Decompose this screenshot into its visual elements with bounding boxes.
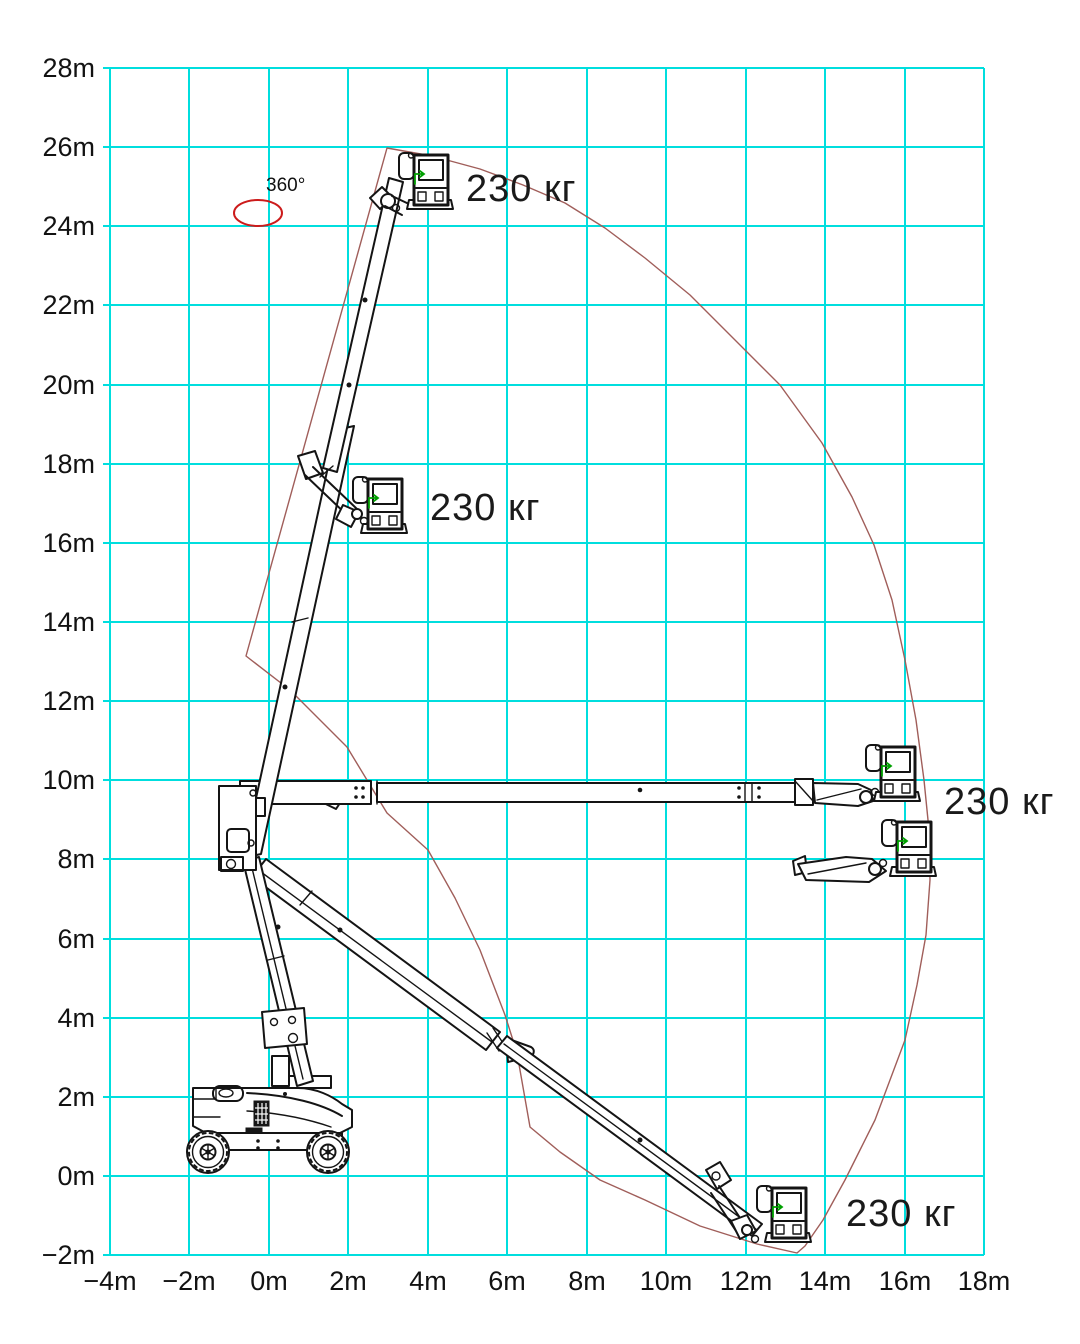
x-tick-label: 14m bbox=[798, 1266, 852, 1296]
x-tick-label: 2m bbox=[329, 1266, 367, 1296]
basket-right-upper bbox=[866, 745, 920, 801]
x-tick-label: 0m bbox=[250, 1266, 288, 1296]
x-tick-label: 6m bbox=[488, 1266, 526, 1296]
rotation-ellipse bbox=[234, 200, 282, 226]
y-tick-label: 22m bbox=[42, 290, 95, 320]
x-tick-label: 16m bbox=[878, 1266, 932, 1296]
x-tick-label: 12m bbox=[719, 1266, 773, 1296]
y-tick-label: 26m bbox=[42, 132, 95, 162]
y-tick-label: −2m bbox=[41, 1240, 95, 1270]
y-tick-label: 4m bbox=[57, 1003, 95, 1033]
basket-top bbox=[399, 153, 453, 209]
y-tick-label: 20m bbox=[42, 370, 95, 400]
basket-bottom bbox=[757, 1186, 811, 1242]
wheel-rear bbox=[187, 1131, 229, 1173]
y-tick-label: 24m bbox=[42, 211, 95, 241]
x-tick-label: 10m bbox=[639, 1266, 693, 1296]
x-tick-label: 4m bbox=[409, 1266, 447, 1296]
y-tick-label: 14m bbox=[42, 607, 95, 637]
y-tick-label: 8m bbox=[57, 844, 95, 874]
machine-line-art bbox=[187, 153, 936, 1243]
y-tick-label: 2m bbox=[57, 1082, 95, 1112]
load-label-top: 230 кг bbox=[466, 168, 577, 210]
y-tick-label: 0m bbox=[57, 1161, 95, 1191]
y-tick-label: 10m bbox=[42, 765, 95, 795]
y-tick-label: 16m bbox=[42, 528, 95, 558]
x-tick-label: −2m bbox=[162, 1266, 216, 1296]
load-label-middle: 230 кг bbox=[430, 487, 541, 529]
load-label-right: 230 кг bbox=[944, 781, 1055, 823]
x-tick-label: 18m bbox=[957, 1266, 1011, 1296]
rotation-label: 360° bbox=[266, 175, 306, 196]
y-tick-label: 18m bbox=[42, 449, 95, 479]
y-tick-label: 6m bbox=[57, 924, 95, 954]
y-tick-label: 28m bbox=[42, 53, 95, 83]
load-label-bottom: 230 кг bbox=[846, 1193, 957, 1235]
basket-right-lower bbox=[882, 820, 936, 876]
y-tick-label: 12m bbox=[42, 686, 95, 716]
basket-middle bbox=[353, 477, 407, 533]
wheel-front bbox=[307, 1131, 349, 1173]
boom-horizontal bbox=[240, 779, 879, 809]
x-tick-label: 8m bbox=[568, 1266, 606, 1296]
x-tick-label: −4m bbox=[83, 1266, 137, 1296]
